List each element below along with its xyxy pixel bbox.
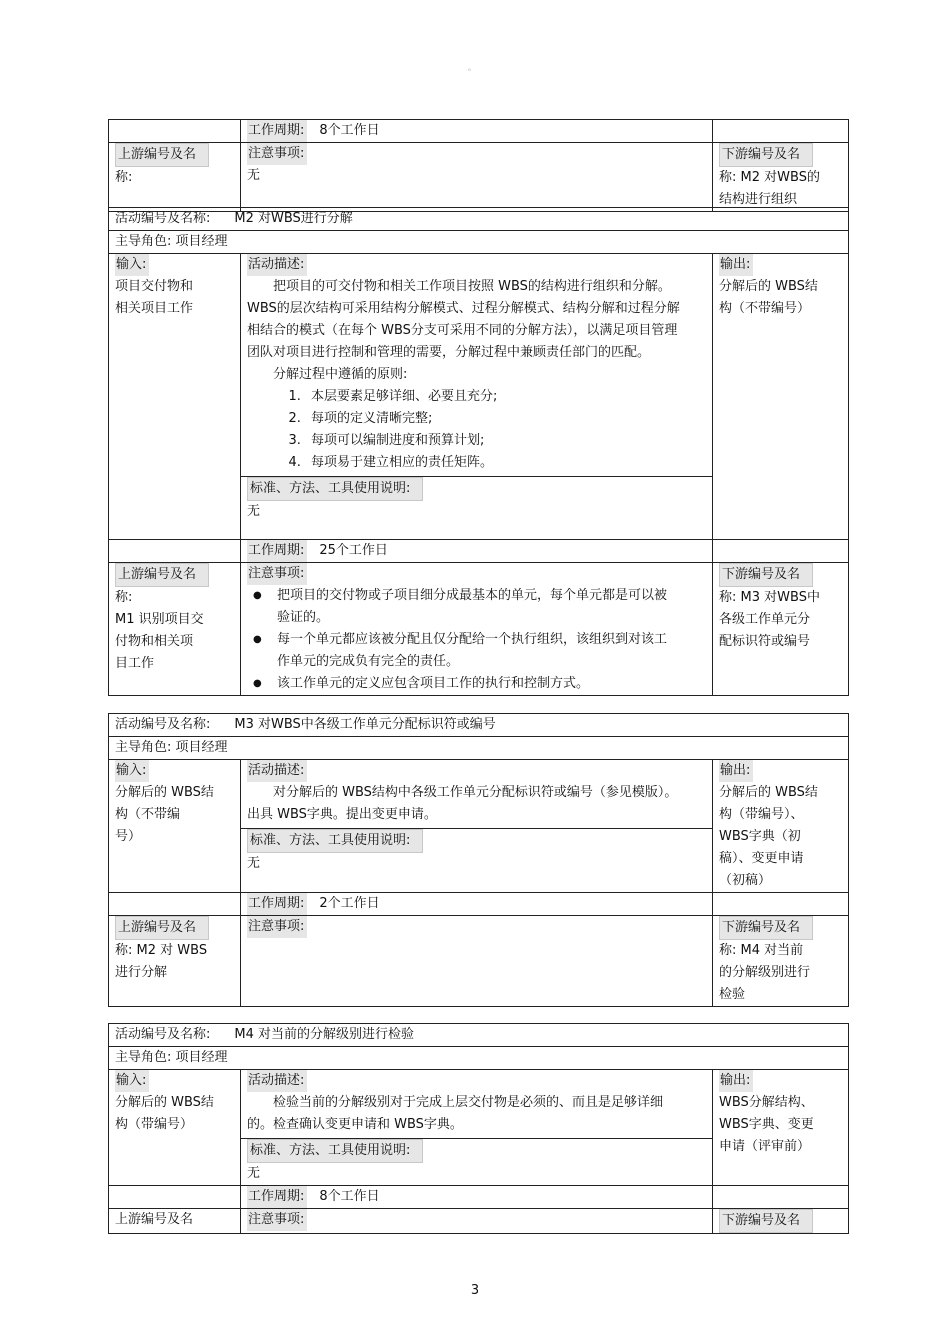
downstream-cell bbox=[713, 1209, 849, 1234]
output-cell bbox=[713, 1070, 849, 1186]
downstream-label: 下游编号及名 bbox=[719, 563, 813, 587]
note-item: ● 每一个单元都应该被分配且仅分配给一个执行组织，该组织到对该工作单元的完成负有完全的责任。 bbox=[277, 629, 672, 673]
input-line: 构（不带编 bbox=[115, 807, 181, 822]
cycle-label: 工作周期: bbox=[247, 540, 307, 562]
downstream-label-tail: 称: bbox=[719, 170, 737, 185]
standard-label: 标准、方法、工具使用说明: bbox=[247, 1139, 423, 1163]
downstream-value: M2 对WBS的 bbox=[740, 170, 820, 185]
downstream-cell bbox=[713, 916, 849, 1007]
output-line: 分解后的 WBS结 bbox=[719, 785, 818, 800]
downstream-value-cont: 的分解级别进行 bbox=[719, 965, 811, 980]
input-label: 输入: bbox=[115, 1070, 149, 1092]
standard-section bbox=[241, 476, 712, 523]
description-cell bbox=[241, 760, 713, 893]
upstream-label-tail: 称: bbox=[115, 590, 133, 605]
standard-section bbox=[241, 1138, 712, 1185]
rules-list bbox=[247, 386, 682, 474]
role-value: 项目经理 bbox=[175, 1050, 228, 1065]
description-cell bbox=[241, 1070, 713, 1186]
upstream-value: 目工作 bbox=[115, 656, 155, 671]
downstream-value-cont: 配标识符或编号 bbox=[719, 634, 811, 649]
output-line: 申请（评审前） bbox=[719, 1139, 811, 1154]
description-label: 活动描述: bbox=[247, 1070, 307, 1092]
upstream-value: M2 对 WBS bbox=[136, 943, 208, 958]
cycle-cell bbox=[241, 893, 713, 916]
downstream-label-tail: 称: bbox=[719, 590, 737, 605]
output-label: 输出: bbox=[719, 760, 753, 782]
activity-value: M3 对WBS中各级工作单元分配标识符或编号 bbox=[234, 717, 496, 732]
cycle-label: 工作周期: bbox=[247, 893, 307, 915]
empty-cell bbox=[109, 893, 241, 916]
cycle-label: 工作周期: bbox=[247, 120, 307, 142]
upstream-value: M1 识别项目交 bbox=[115, 612, 204, 627]
standard-value: 无 bbox=[247, 856, 261, 871]
cycle-label: 工作周期: bbox=[247, 1186, 307, 1208]
downstream-label: 下游编号及名 bbox=[719, 916, 813, 940]
upstream-cell bbox=[109, 1209, 241, 1234]
notes-label: 注意事项: bbox=[247, 143, 307, 165]
empty-cell bbox=[713, 1186, 849, 1209]
output-cell bbox=[713, 760, 849, 893]
activity-label: 活动编号及名称: bbox=[115, 211, 211, 226]
role-label: 主导角色: bbox=[115, 1050, 172, 1065]
activity-value: M2 对WBS进行分解 bbox=[234, 211, 353, 226]
notes-cell bbox=[241, 916, 713, 1007]
downstream-label-tail: 称: bbox=[719, 943, 737, 958]
upstream-label-tail: 称: bbox=[115, 943, 133, 958]
upstream-label: 上游编号及名 bbox=[115, 916, 209, 940]
upstream-cell bbox=[109, 916, 241, 1007]
output-label: 输出: bbox=[719, 254, 753, 276]
output-line: WBS字典、变更 bbox=[719, 1117, 814, 1132]
output-line: WBS字典（初 bbox=[719, 829, 801, 844]
input-line: 相关项目工作 bbox=[115, 301, 194, 316]
notes-cell bbox=[241, 563, 713, 696]
cycle-value: 25个工作日 bbox=[319, 543, 388, 558]
role-label: 主导角色: bbox=[115, 740, 172, 755]
standard-label: 标准、方法、工具使用说明: bbox=[247, 829, 423, 853]
empty-cell bbox=[713, 540, 849, 563]
note-item: ● 把项目的交付物或子项目细分成最基本的单元，每个单元都是可以被验证的。 bbox=[277, 585, 672, 629]
cycle-value: 2个工作日 bbox=[319, 896, 380, 911]
output-line: 稿）、变更申请 bbox=[719, 851, 804, 866]
description-text: 检验当前的分解级别对于完成上层交付物是必须的、而且是足够详细的。检查确认变更申请和 WBS字典。 bbox=[247, 1095, 664, 1132]
note-item: ● 该工作单元的定义应包含项目工作的执行和控制方式。 bbox=[277, 673, 672, 695]
wbs-activity-table-m4 bbox=[108, 1023, 849, 1234]
empty-cell bbox=[109, 540, 241, 563]
notes-cell bbox=[241, 1209, 713, 1234]
standard-label: 标准、方法、工具使用说明: bbox=[247, 477, 423, 501]
role-cell bbox=[109, 231, 849, 254]
standard-value: 无 bbox=[247, 1166, 261, 1181]
output-line: 构（带编号）、 bbox=[719, 807, 804, 822]
description-label: 活动描述: bbox=[247, 760, 307, 782]
activity-label: 活动编号及名称: bbox=[115, 1027, 211, 1042]
cycle-cell bbox=[241, 120, 713, 143]
downstream-label: 下游编号及名 bbox=[719, 143, 813, 167]
role-value: 项目经理 bbox=[175, 740, 228, 755]
standard-section bbox=[241, 828, 712, 875]
wbs-activity-table-m1-tail bbox=[108, 119, 849, 212]
upstream-label: 上游编号及名 bbox=[115, 1212, 194, 1227]
notes-list bbox=[247, 585, 672, 695]
notes-label: 注意事项: bbox=[247, 563, 307, 585]
empty-cell bbox=[109, 120, 241, 143]
input-line: 号） bbox=[115, 829, 142, 844]
downstream-cell bbox=[713, 563, 849, 696]
input-cell bbox=[109, 760, 241, 893]
rule-item: 1. 本层要素足够详细、必要且充分; bbox=[305, 386, 682, 408]
downstream-value-cont: 各级工作单元分 bbox=[719, 612, 811, 627]
upstream-cell bbox=[109, 563, 241, 696]
input-cell bbox=[109, 254, 241, 540]
downstream-cell bbox=[713, 143, 849, 212]
empty-cell bbox=[713, 120, 849, 143]
activity-cell bbox=[109, 1024, 849, 1047]
input-label: 输入: bbox=[115, 254, 149, 276]
page-number: 3 bbox=[470, 1283, 480, 1298]
upstream-cell bbox=[109, 143, 241, 212]
rule-item: 4. 每项易于建立相应的责任矩阵。 bbox=[305, 452, 682, 474]
output-label: 输出: bbox=[719, 1070, 753, 1092]
role-cell bbox=[109, 737, 849, 760]
rule-item: 2. 每项的定义清晰完整; bbox=[305, 408, 682, 430]
notes-value: 无 bbox=[247, 168, 261, 183]
cycle-cell bbox=[241, 540, 713, 563]
notes-label: 注意事项: bbox=[247, 1209, 307, 1231]
input-cell bbox=[109, 1070, 241, 1186]
cycle-value: 8个工作日 bbox=[319, 123, 380, 138]
output-line: （初稿） bbox=[719, 873, 772, 888]
description-text: 对分解后的 WBS结构中各级工作单元分配标识符或编号（参见模版）。出具 WBS字典。提出变更申请。 bbox=[247, 785, 678, 822]
downstream-value: M3 对WBS中 bbox=[740, 590, 820, 605]
upstream-value: 付物和相关项 bbox=[115, 634, 194, 649]
activity-label: 活动编号及名称: bbox=[115, 717, 211, 732]
role-label: 主导角色: bbox=[115, 234, 172, 249]
activity-value: M4 对当前的分解级别进行检验 bbox=[234, 1027, 415, 1042]
downstream-value: M4 对当前 bbox=[740, 943, 804, 958]
description-text: 把项目的可交付物和相关工作项目按照 WBS的结构进行组织和分解。 WBS的层次结构可采用结构分解模式、过程分解模式、结构分解和过程分解相结合的模式（在每个 WBS分支可采用不同的分解方法），以满足项目管理团队对项目进行控制和管理的需要，分解过程中兼顾责任部门的匹配。 bbox=[247, 279, 680, 360]
rule-item: 3. 每项可以编制进度和预算计划; bbox=[305, 430, 682, 452]
role-cell bbox=[109, 1047, 849, 1070]
empty-cell bbox=[109, 1186, 241, 1209]
wbs-activity-table-m3 bbox=[108, 713, 849, 1007]
output-cell bbox=[713, 254, 849, 540]
upstream-label: 上游编号及名 bbox=[115, 563, 209, 587]
wbs-activity-table-m2 bbox=[108, 207, 849, 696]
standard-value: 无 bbox=[247, 504, 261, 519]
cycle-cell bbox=[241, 1186, 713, 1209]
notes-label: 注意事项: bbox=[247, 916, 307, 938]
input-line: 项目交付物和 bbox=[115, 279, 194, 294]
downstream-value-cont: 检验 bbox=[719, 987, 746, 1002]
downstream-value-cont: 结构进行组织 bbox=[719, 192, 798, 207]
downstream-label: 下游编号及名 bbox=[719, 1209, 813, 1233]
cycle-value: 8个工作日 bbox=[319, 1189, 380, 1204]
upstream-value-cont: 进行分解 bbox=[115, 965, 168, 980]
output-line: 分解后的 WBS结 bbox=[719, 279, 818, 294]
notes-cell bbox=[241, 143, 713, 212]
role-value: 项目经理 bbox=[175, 234, 228, 249]
description-label: 活动描述: bbox=[247, 254, 307, 276]
description-cell bbox=[241, 254, 713, 540]
activity-cell bbox=[109, 714, 849, 737]
empty-cell bbox=[713, 893, 849, 916]
input-line: 分解后的 WBS结 bbox=[115, 1095, 214, 1110]
rules-title: 分解过程中遵循的原则: bbox=[273, 367, 408, 382]
upstream-label: 上游编号及名 bbox=[115, 143, 209, 167]
input-label: 输入: bbox=[115, 760, 149, 782]
output-line: 构（不带编号） bbox=[719, 301, 811, 316]
activity-cell bbox=[109, 208, 849, 231]
output-line: WBS分解结构、 bbox=[719, 1095, 814, 1110]
upstream-label-tail: 称: bbox=[115, 170, 133, 185]
page-dot: 。 bbox=[468, 63, 476, 72]
input-line: 分解后的 WBS结 bbox=[115, 785, 214, 800]
input-line: 构（带编号） bbox=[115, 1117, 194, 1132]
